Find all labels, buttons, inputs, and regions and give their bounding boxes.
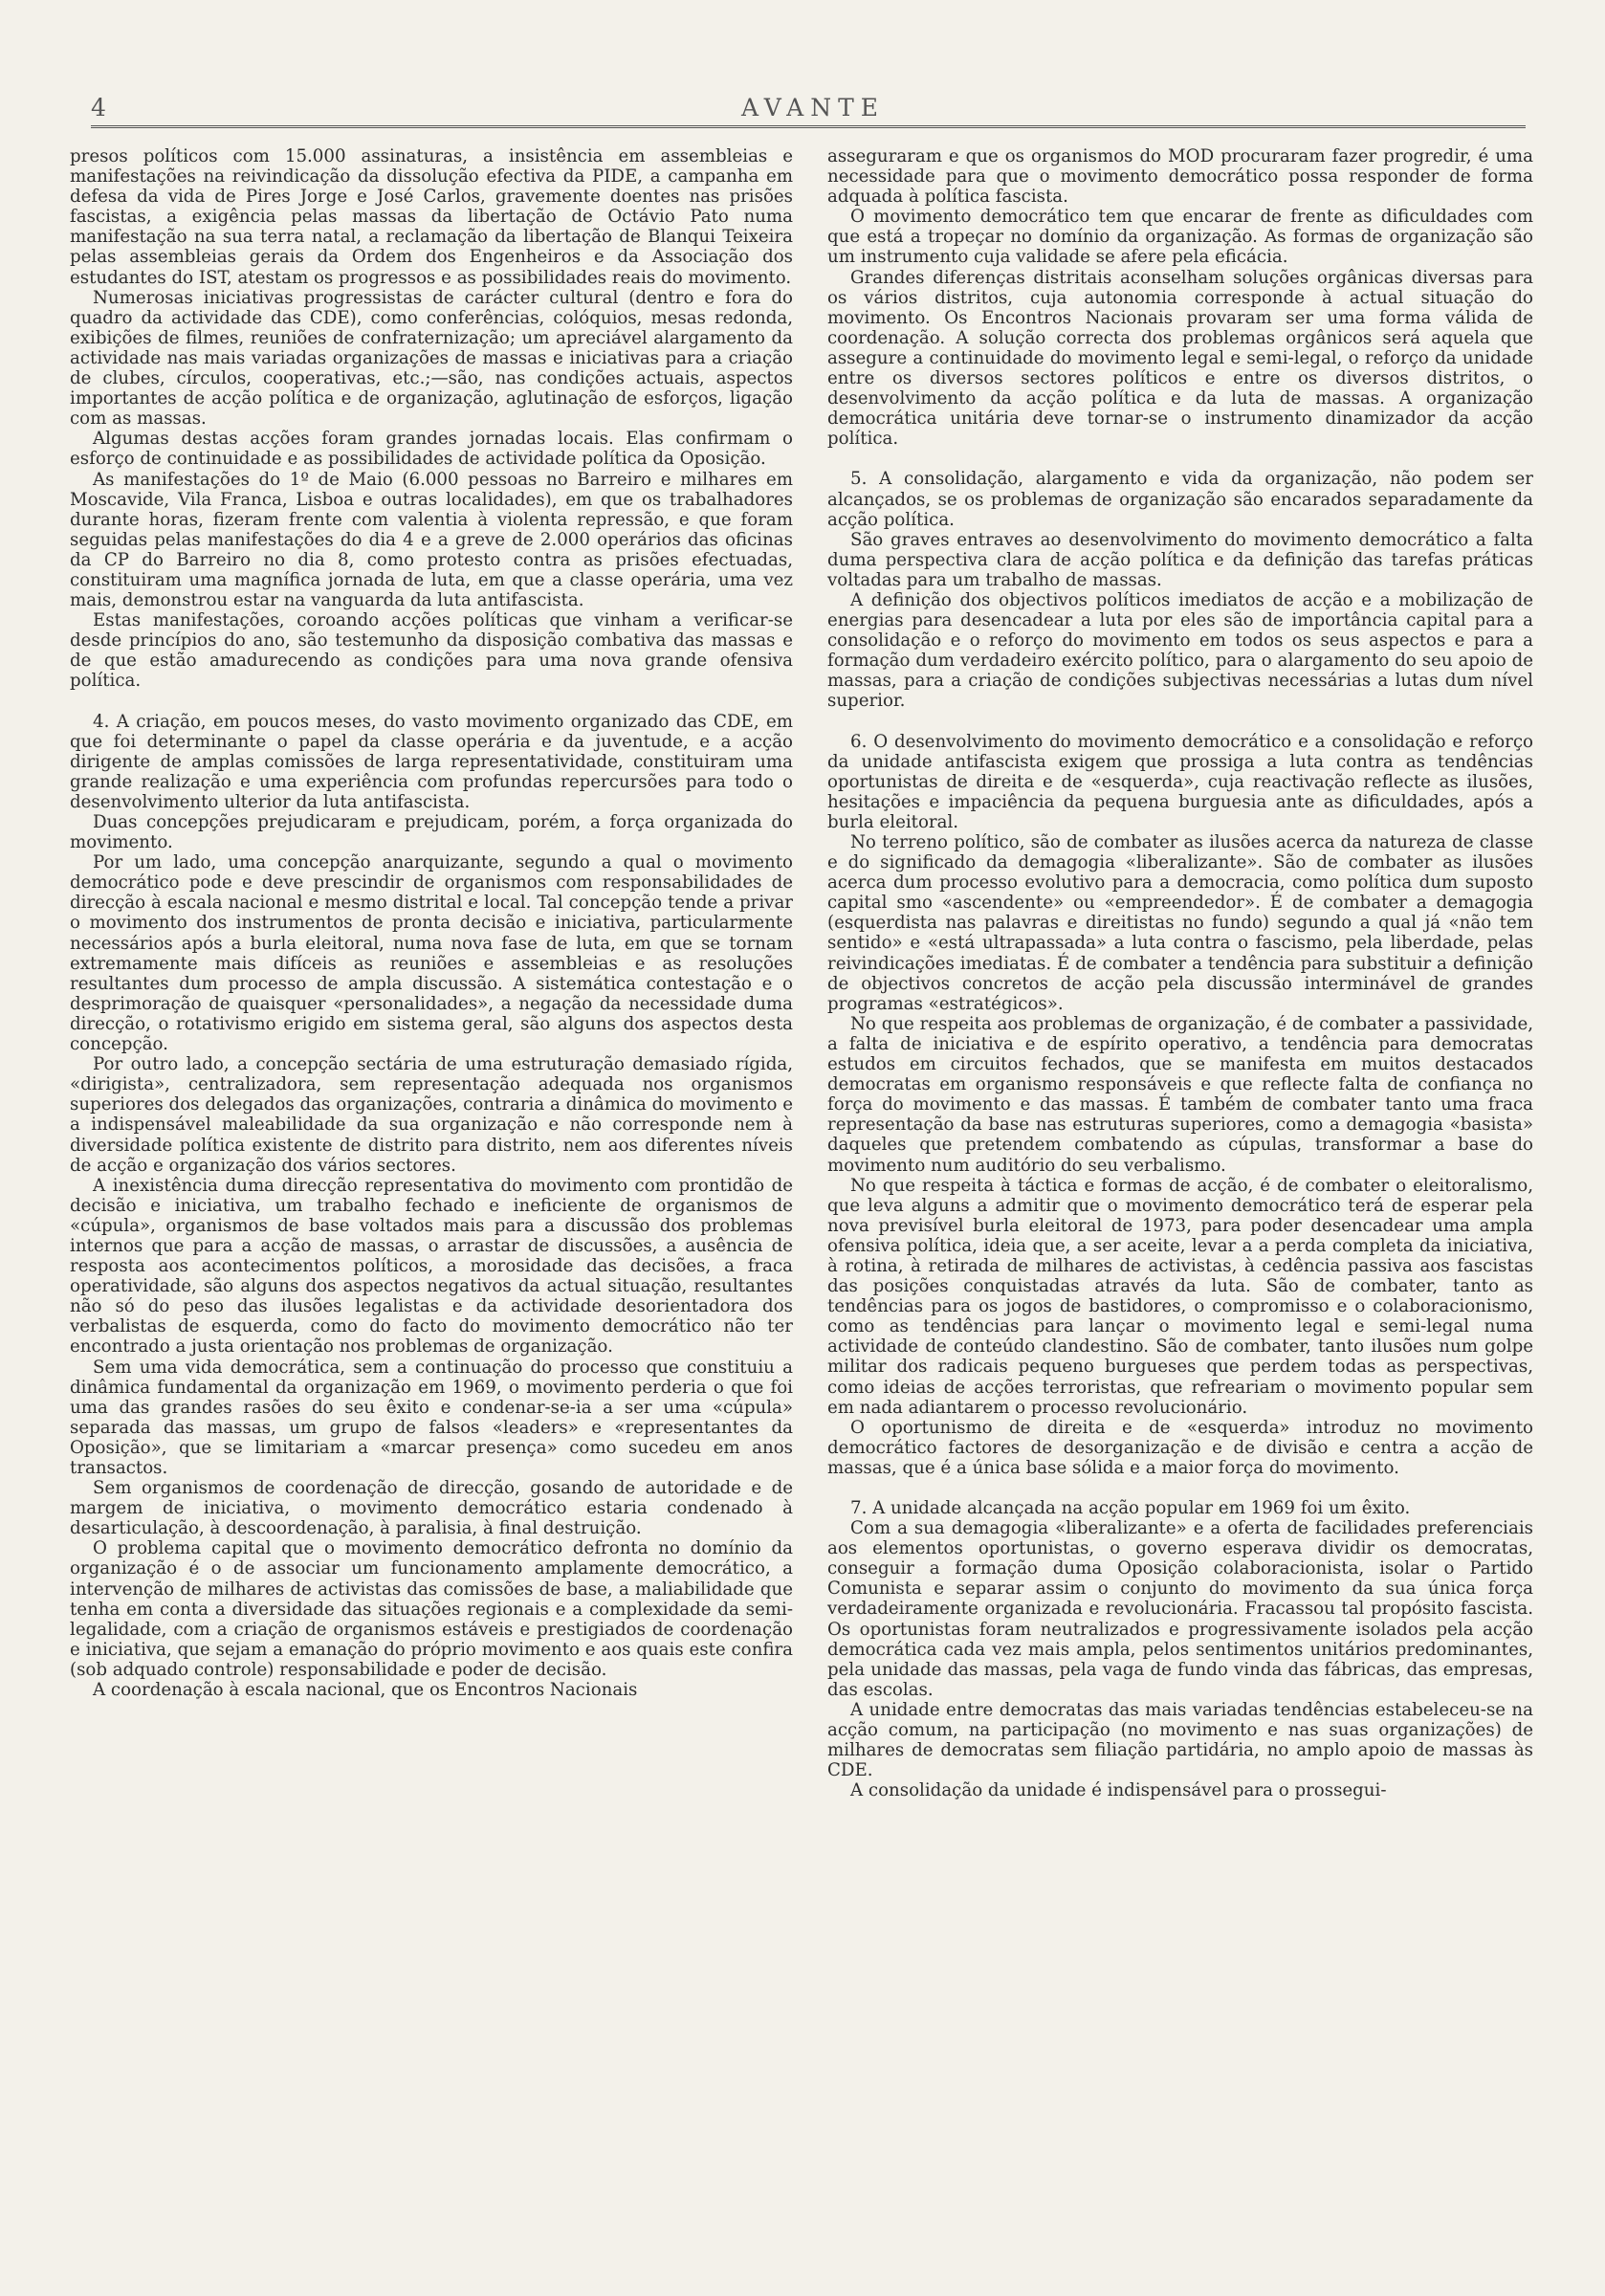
paragraph: Numerosas iniciativas progressistas de carácter cultural (dentro e fora do quadro da actividade das CDE), como conferências, colóquios, mesas redonda, exibições de filmes, reuniões de confraternização; um apreciável alargamento da actividade nas mais variadas organizações de massas e iniciativas para a criação de clubes, círculos, cooperativas, etc.;—são, nas condições actuais, aspectos importantes de acção política e de organização, aglutinação de esforços, ligação com as massas.: [70, 287, 793, 430]
paragraph: Com a sua demagogia «liberalizante» e a oferta de facilidades preferenciais aos elementos oportunistas, o governo esperava dividir os democratas, conseguir a formação duma Oposição colaboracionista, isolar o Partido Comunista e separar assim o conjunto do movimento da sua única força verdadeiramente organizada e revolucionária. Fracassou tal propósito fascista. Os oportunistas foram neutralizados e progressivamente isolados pela acção democrática cada vez mais ampla, pelos sentimentos unitários predominantes, pela unidade das massas, pela vaga de fundo vinda das fábricas, das empresas, das escolas.: [827, 1518, 1533, 1700]
paragraph: Algumas destas acções foram grandes jornadas locais. Elas confirmam o esforço de continuidade e as possibilidades de actividade política da Oposição.: [70, 429, 793, 470]
paragraph: A definição dos objectivos políticos imediatos de acção e a mobilização de energias para desencadear a luta por eles são de importância capital para a consolidação e o reforço do movimento em todos os seus aspectos e para a formação dum verdadeiro exército político, para o alargamento do seu apoio de massas, para a criação de condições subjectivas necessárias a lutas dum nível superior.: [827, 589, 1533, 712]
paragraph: No terreno político, são de combater as ilusões acerca da natureza de classe e do significado da demagogia «liberalizante». São de combater as ilusões acerca dum processo evolutivo para a democracia, como política dum suposto capital smo «ascendente» ou «empreendedor». É de combater a demagogia (esquerdista nas palavras e direitistas no fundo) segundo a qual já «não tem sentido» e «está ultrapassada» a luta contra o fascismo, pela liberdade, pelas reivindicações imediatas. É de combater a tendência para substituir a definição de objectivos concretos de acção pela discussão interminável de grandes programas «estratégicos».: [827, 832, 1533, 1014]
paragraph: No que respeita aos problemas de organização, é de combater a passividade, a falta de iniciativa e de espírito operativo, a tendência para democratas estudos em circuitos fechados, que se manifesta em muitos destacados democratas em organismo responsáveis e que reflecte falta de confiança no força do movimento e das massas. É também de combater tanto uma fraca representação da base nas estruturas superiores, como a demagogia «basista» daqueles que pretendem combatendo as cúpulas, transformar a base do movimento num auditório do seu verbalismo.: [827, 1013, 1533, 1176]
paragraph: As manifestações do 1º de Maio (6.000 pessoas no Barreiro e milhares em Moscavide, Vila Franca, Lisboa e outras localidades), em que os trabalhadores durante horas, fizeram frente com valentia à violenta repressão, e que foram seguidas pelas manifestações do dia 4 e a greve de 2.000 operários das oficinas da CP do Barreiro no dia 8, como protesto contra as prisões efectuadas, constituiram uma magnífica jornada de luta, em que a classe operária, uma vez mais, demonstrou estar na vanguarda da luta antifascista.: [70, 469, 793, 611]
paragraph: Por outro lado, a concepção sectária de uma estruturação demasiado rígida, «dirigista», centralizadora, sem representação adequada nos organismos superiores dos delegados das organizações, contraria a dinâmica do movimento e a indispensável maleabilidade da sua organização e não corresponde nem à diversidade política existente de distrito para distrito, nem aos diferentes níveis de acção e organização dos vários sectores.: [70, 1054, 793, 1176]
paragraph: Grandes diferenças distritais aconselham soluções orgânicas diversas para os vários distritos, cuja autonomia corresponde à actual situação do movimento. Os Encontros Nacionais provaram ser uma forma válida de coordenação. A solução correcta dos problemas orgânicos será aquela que assegure a continuidade do movimento legal e semi-legal, o reforço da unidade entre os diversos sectores políticos e entre os diversos distritos, o desenvolvimento da acção política e da luta de massas. A organização democrática unitária deve tornar-se o instrumento dinamizador da acção política.: [827, 267, 1533, 450]
paragraph: Sem uma vida democrática, sem a continuação do processo que constituiu a dinâmica fundamental da organização em 1969, o movimento perderia o que foi uma das grandes rasões do seu êxito e condenar-se-ia a ser uma «cúpula» separada das massas, um grupo de falsos «leaders» e «representantes da Oposição», que se limitariam a «marcar presença» como sucedeu em anos transactos.: [70, 1357, 793, 1478]
paragraph: presos políticos com 15.000 assinaturas, a insistência em assembleias e manifestações na reivindicação da dissolução efectiva da PIDE, a campanha em defesa da vida de Pires Jorge e José Carlos, gravemente doentes nas prisões fascistas, a exigência pelas massas da libertação de Octávio Pato numa manifestação na sua terra natal, a reclamação da libertação de Blanqui Teixeira pelas assembleias gerais da Ordem dos Engenheiros e da Associação dos estudantes do IST, atestam os progressos e as possibilidades reais do movimento.: [70, 146, 793, 288]
paragraph: O movimento democrático tem que encarar de frente as dificuldades com que está a tropeçar no domínio da organização. As formas de organização são um instrumento cuja validade se afere pela eficácia.: [827, 207, 1533, 268]
page-header: [91, 94, 1526, 132]
paragraph: Estas manifestações, coroando acções políticas que vinham a verificar-se desde princípios do ano, são testemunho da disposição combativa das massas e de que estão amadurecendo as condições para uma nova grande ofensiva política.: [70, 610, 793, 692]
paragraph: 5. A consolidação, alargamento e vida da organização, não podem ser alcançados, se os problemas de organização são encarados separadamente da acção política.: [827, 469, 1533, 530]
paragraph: Duas concepções prejudicaram e prejudicam, porém, a força organizada do movimento.: [70, 812, 793, 853]
header-rule: [91, 125, 1526, 128]
paragraph: 6. O desenvolvimento do movimento democrático e a consolidação e reforço da unidade antifascista exigem que prossiga a luta contra as tendências oportunistas de direita e de «esquerda», cuja reactivação reflecte as ilusões, hesitações e impaciência da pequena burguesia ante as dificuldades, após a burla eleitoral.: [827, 731, 1533, 832]
paragraph: asseguraram e que os organismos do MOD procuraram fazer progredir, é uma necessidade para que o movimento democrático possa responder de forma adquada à política fascista.: [827, 146, 1533, 208]
left-column: [70, 146, 793, 1700]
paragraph: A consolidação da unidade é indispensável para o prossegui-: [850, 1780, 1387, 1801]
paragraph: São graves entraves ao desenvolvimento do movimento democrático a falta duma perspectiva clara de acção política e da definição das tarefas práticas voltadas para um trabalho de massas.: [827, 529, 1533, 590]
paragraph: O oportunismo de direita e de «esquerda» introduz no movimento democrático factores de desorganização e de divisão e centra a acção de massas, que é a única base sólida e a maior força do movimento.: [827, 1417, 1533, 1478]
paragraph: Por um lado, uma concepção anarquizante, segundo a qual o movimento democrático pode e deve prescindir de organismos com responsabilidades de direcção à escala nacional e mesmo distrital e local. Tal concepção tende a privar o movimento dos instrumentos de pronta decisão e iniciativa, particularmente necessários após a burla eleitoral, numa nova fase de luta, em que se tornam extremamente mais difíceis as reuniões e assembleias e as resoluções resultantes dum processo de ampla discussão. A sistemática contestação e o desprimoração de quaisquer «personalidades», a negação da necessidade duma direcção, o rotativismo erigido em sistema geral, são alguns dos aspectos desta concepção.: [70, 852, 793, 1055]
masthead: AVANTE: [741, 94, 886, 121]
paragraph: 4. A criação, em poucos meses, do vasto movimento organizado das CDE, em que foi determinante o papel da classe operária e da juventude, e a acção dirigente de amplas comissões de larga representatividade, constituiram uma grande realização e uma experiência com profundas repercursões para todo o desenvolvimento ulterior da luta antifascista.: [70, 711, 793, 812]
paragraph: Sem organismos de coordenação de direcção, gosando de autoridade e de margem de iniciativa, o movimento democrático estaria condenado à desarticulação, à descoordenação, à paralisia, à final destruição.: [70, 1478, 793, 1539]
right-column: [827, 146, 1533, 1800]
paragraph: 7. A unidade alcançada na acção popular em 1969 foi um êxito.: [850, 1498, 1411, 1518]
paragraph: No que respeita à táctica e formas de acção, é de combater o eleitoralismo, que leva alguns a admitir que o movimento democrático terá de esperar pela nova previsível burla eleitoral de 1973, para poder desencadear uma ampla ofensiva política, ideia que, a ser aceite, levar a a perda completa da iniciativa, à rotina, à retirada de milhares de activistas, à cedência passiva aos fascistas das posições conquistadas através da luta. São de combater, tanto as tendências para os jogos de bastidores, o compromisso e o colaboracionismo, como as tendências para lançar o movimento legal e semi-legal numa actividade de conteúdo clandestino. São de combater, tanto ilusões num golpe militar dos radicais pequeno burgueses que perdem todas as perspectivas, como ideias de acções terroristas, que refreariam o movimento popular sem em nada adiantarem o processo revolucionário.: [827, 1175, 1533, 1418]
paragraph: O problema capital que o movimento democrático defronta no domínio da organização é o de associar um funcionamento amplamente democrático, a intervenção de milhares de activistas das comissões de base, a maliabilidade que tenha em conta a diversidade das situações regionais e a complexidade da semi-legalidade, com a criação de organismos estáveis e prestigiados de coordenação e iniciativa, que sejam a emanação do próprio movimento e aos quais este confira (sob adquado controle) responsabilidade e poder de decisão.: [70, 1538, 793, 1680]
page-number: 4: [91, 94, 106, 121]
paragraph: A inexistência duma direcção representativa do movimento com prontidão de decisão e iniciativa, um trabalho fechado e ineficiente de organismos de «cúpula», organismos de base voltados mais para a discussão dos problemas internos que para a acção de massas, o arrastar de discussões, a ausência de resposta aos acontecimentos políticos, a morosidade das decisões, a fraca operatividade, são alguns dos aspectos negativos da actual situação, resultantes não só do peso das ilusões legalistas e da actividade desorientadora dos verbalistas de esquerda, como do facto do movimento democrático não ter encontrado a justa orientação nos problemas de organização.: [70, 1175, 793, 1358]
paragraph: A coordenação à escala nacional, que os Encontros Nacionais: [93, 1680, 638, 1701]
paragraph: A unidade entre democratas das mais variadas tendências estabeleceu-se na acção comum, na participação (no movimento e nas suas organizações) de milhares de democratas sem filiação partidária, no amplo apoio de massas às CDE.: [827, 1699, 1533, 1781]
